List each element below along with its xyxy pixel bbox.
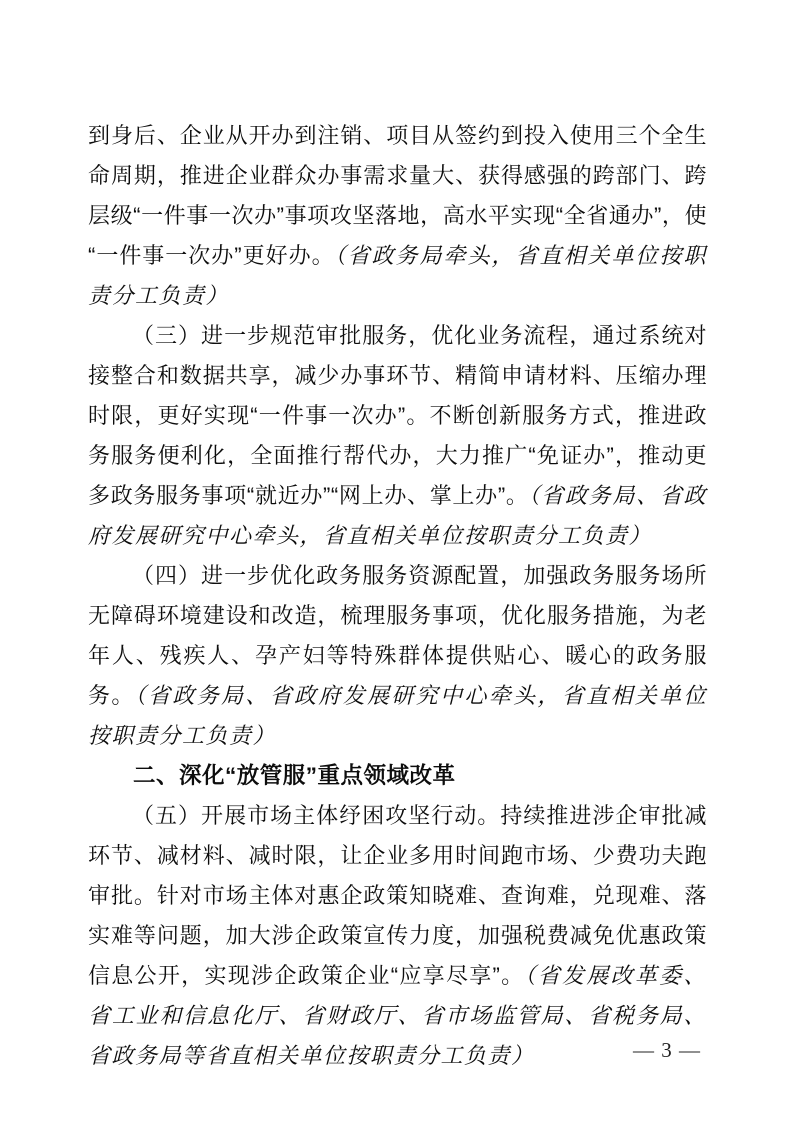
- paragraph-text: （三）进一步规范审批服务，优化业务流程，通过系统对接整合和数据共享，减少办事环节、精简申请材料、压缩办理时限，更好实现“一件事一次办”。不断创新服务方式，推进政务服务便利化，全面推行帮代办，大力推广“免证办”，推动更多政务服务事项“就近办”“网上办、掌上办”。: [88, 323, 707, 508]
- attribution-text: （省政务局牵头，省直相关单位按职责分工负责）: [88, 243, 707, 308]
- paragraph-continuation: [88, 116, 707, 316]
- document-body: [88, 116, 707, 1076]
- attribution-text: （省政务局、省政府发展研究中心牵头，省直相关单位按职责分工负责）: [88, 483, 707, 548]
- paragraph-text: （五）开展市场主体纾困攻坚行动。持续推进涉企审批减环节、减材料、减时限，让企业多用时间跑市场、少费功夫跑审批。针对市场主体对惠企政策知晓难、查询难，兑现难、落实难等问题，加大涉企政策宣传力度，加强税费减免优惠政策信息公开，实现涉企政策企业“应享尽享”。: [88, 803, 707, 988]
- attribution-text: （省发展改革委、省工业和信息化厅、省财政厅、省市场监管局、省税务局、省政务局等省直相关单位按职责分工负责）: [88, 963, 707, 1068]
- paragraph-item-five: [88, 796, 707, 1076]
- paragraph-text: 到身后、企业从开办到注销、项目从签约到投入使用三个全生命周期，推进企业群众办事需求量大、获得感强的跨部门、跨层级“一件事一次办”事项攻坚落地，高水平实现“全省通办”，使“一件事一次办”更好办。: [88, 123, 707, 268]
- paragraph-item-three: [88, 316, 707, 556]
- section-heading: 二、深化“放管服”重点领域改革: [133, 763, 456, 788]
- paragraph-item-four: [88, 556, 707, 756]
- paragraph-text: （四）进一步优化政务服务资源配置，加强政务服务场所无障碍环境建设和改造，梳理服务事项，优化服务措施，为老年人、残疾人、孕产妇等特殊群体提供贴心、暖心的政务服务。: [88, 563, 707, 708]
- attribution-text: （省政务局、省政府发展研究中心牵头，省直相关单位按职责分工负责）: [88, 683, 707, 748]
- page-number: — 3 —: [633, 1038, 701, 1062]
